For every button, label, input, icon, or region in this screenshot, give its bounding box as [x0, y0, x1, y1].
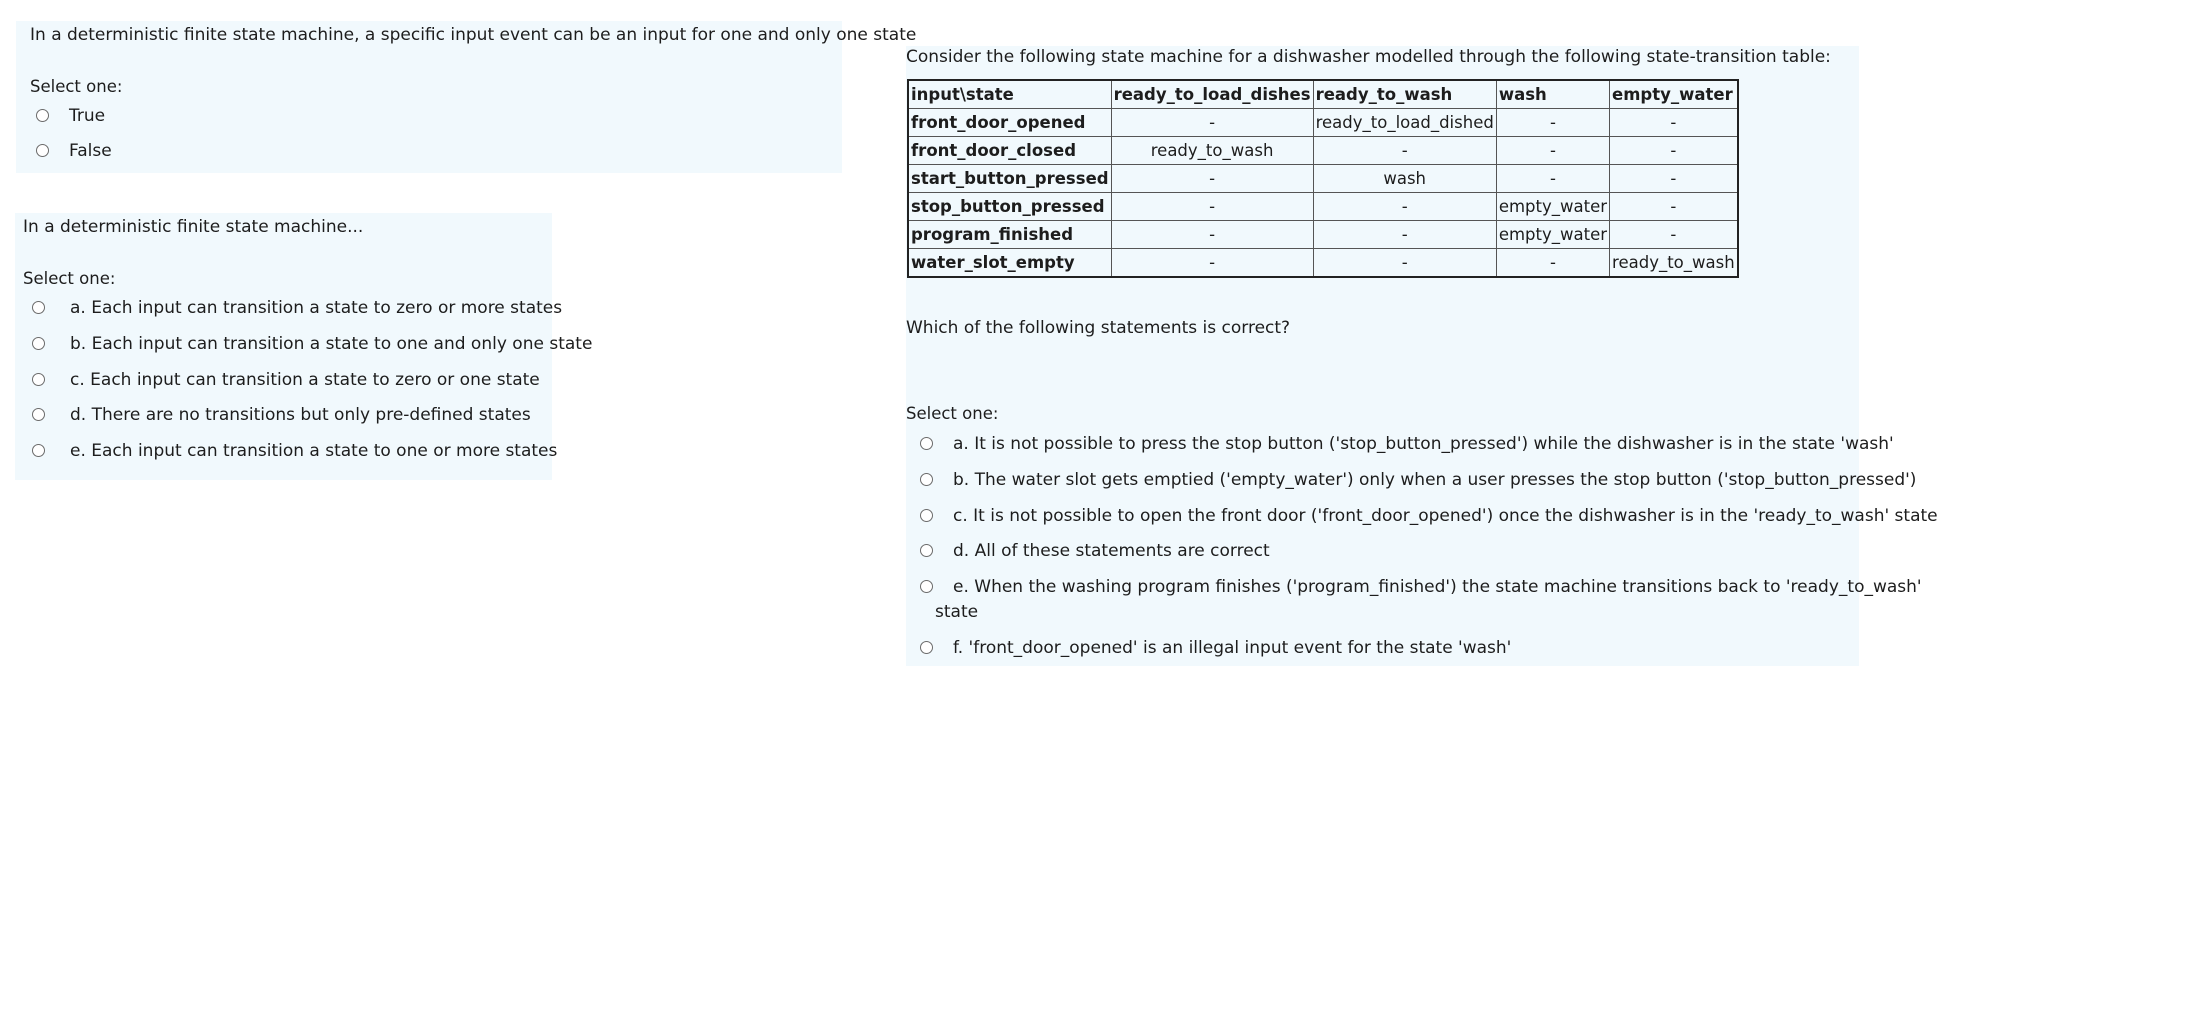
table-row: [908, 193, 1738, 221]
table-row-header: front_door_closed: [908, 137, 1111, 165]
table-row: [908, 249, 1738, 278]
option-label: True: [69, 106, 106, 126]
table-header-cell: input\state: [908, 80, 1111, 109]
option-label: c. Each input can transition a state to zero or one state: [70, 370, 540, 390]
table-cell: -: [1111, 109, 1313, 137]
option-label: b. The water slot gets emptied ('empty_water') only when a user presses the stop button ('stop_button_pressed'): [953, 470, 1917, 490]
option-label-continuation: state: [935, 602, 979, 622]
question-3-card: [906, 46, 1938, 666]
radio-button[interactable]: [920, 580, 933, 593]
option-label: e. When the washing program finishes ('program_finished') the state machine transitions back to 'ready_to_wash': [953, 577, 1922, 597]
option-label: e. Each input can transition a state to one or more states: [70, 441, 558, 461]
table-row: [908, 165, 1738, 193]
table-row: [908, 109, 1738, 137]
table-row: [908, 221, 1738, 249]
question-2-card: [15, 213, 593, 480]
table-row-header: front_door_opened: [908, 109, 1111, 137]
table-cell: empty_water: [1496, 221, 1609, 249]
option-label: a. Each input can transition a state to zero or more states: [70, 298, 563, 318]
table-header-cell: ready_to_wash: [1313, 80, 1496, 109]
radio-button[interactable]: [32, 373, 45, 386]
table-cell: ready_to_wash: [1111, 137, 1313, 165]
table-cell: -: [1610, 193, 1738, 221]
table-row-header: stop_button_pressed: [908, 193, 1111, 221]
table-header-cell: wash: [1496, 80, 1609, 109]
table-row-header: program_finished: [908, 221, 1111, 249]
radio-button[interactable]: [36, 144, 49, 157]
radio-button[interactable]: [920, 641, 933, 654]
table-cell: -: [1111, 165, 1313, 193]
table-cell: -: [1111, 249, 1313, 278]
radio-button[interactable]: [36, 109, 49, 122]
radio-button[interactable]: [920, 437, 933, 450]
option-label: f. 'front_door_opened' is an illegal input event for the state 'wash': [953, 638, 1512, 658]
radio-button[interactable]: [32, 444, 45, 457]
table-cell: -: [1111, 193, 1313, 221]
option-label: b. Each input can transition a state to one and only one state: [70, 334, 593, 354]
table-cell: -: [1313, 221, 1496, 249]
option-label: c. It is not possible to open the front door ('front_door_opened') once the dishwasher is in the 'ready_to_wash' state: [953, 506, 1938, 526]
table-cell: empty_water: [1496, 193, 1609, 221]
question-3-select-prompt: Select one:: [906, 404, 999, 423]
radio-button[interactable]: [920, 544, 933, 557]
question-1-select-prompt: Select one:: [30, 77, 123, 96]
option-label: a. It is not possible to press the stop button ('stop_button_pressed') while the dishwasher is in the state 'wash': [953, 434, 1894, 454]
radio-button[interactable]: [920, 473, 933, 486]
state-transition-table: [907, 79, 1739, 278]
table-cell: -: [1496, 109, 1609, 137]
table-cell: -: [1496, 165, 1609, 193]
option-label: d. There are no transitions but only pre-defined states: [70, 405, 531, 425]
table-cell: ready_to_load_dished: [1313, 109, 1496, 137]
table-cell: -: [1610, 109, 1738, 137]
table-row-header: start_button_pressed: [908, 165, 1111, 193]
question-1-card: [16, 21, 917, 173]
question-2-text: In a deterministic finite state machine...: [23, 217, 364, 237]
table-row: [908, 137, 1738, 165]
table-cell: ready_to_wash: [1610, 249, 1738, 278]
radio-button[interactable]: [920, 509, 933, 522]
table-cell: -: [1313, 193, 1496, 221]
question-2-select-prompt: Select one:: [23, 269, 116, 288]
option-label: False: [69, 141, 112, 161]
table-cell: -: [1496, 137, 1609, 165]
table-header-row: [908, 80, 1738, 109]
table-row-header: water_slot_empty: [908, 249, 1111, 278]
table-cell: -: [1313, 137, 1496, 165]
table-header-cell: empty_water: [1610, 80, 1738, 109]
radio-button[interactable]: [32, 408, 45, 421]
radio-button[interactable]: [32, 337, 45, 350]
table-cell: -: [1111, 221, 1313, 249]
table-cell: wash: [1313, 165, 1496, 193]
radio-button[interactable]: [32, 301, 45, 314]
table-cell: -: [1610, 137, 1738, 165]
table-cell: -: [1610, 221, 1738, 249]
table-header-cell: ready_to_load_dishes: [1111, 80, 1313, 109]
table-cell: -: [1610, 165, 1738, 193]
table-cell: -: [1313, 249, 1496, 278]
question-3-text: Which of the following statements is correct?: [906, 318, 1291, 338]
question-1-text: In a deterministic finite state machine, a specific input event can be an input for one and only one state: [30, 25, 917, 45]
question-3-intro: Consider the following state machine for a dishwasher modelled through the following state-transition table:: [906, 47, 1831, 67]
option-label: d. All of these statements are correct: [953, 541, 1270, 561]
table-cell: -: [1496, 249, 1609, 278]
